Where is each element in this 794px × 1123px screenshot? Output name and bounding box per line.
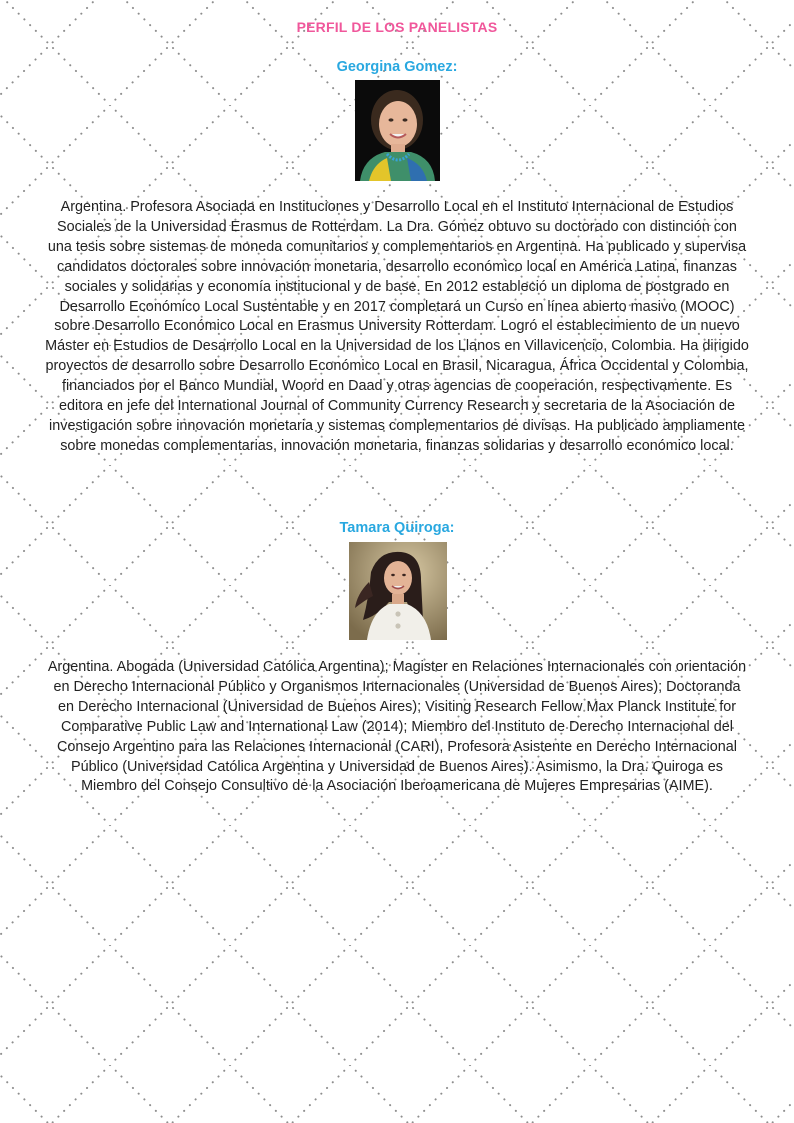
panelist-bio: Argentina. Profesora Asociada en Instituciones y Desarrollo Local en el Instituto Internacional de Estudios Sociales de la Universidad Erasmus de Rotterdam. La Dra. Gómez obtuvo su doctorado con distinción con una tesis sobre sistemas de moneda comunitarios y complementarios en Argentina. Ha publicado y supervisa candidatos doctorales sobre innovación monetaria, desarrollo económico local en América Latina, finanzas sociales y solidarias y economía institucional y de base. En 2012 estableció un diploma de postgrado en Desarrollo Económico Local Sustentable y en 2017 completará un Curso en línea abierto masivo (MOOC) sobre Desarrollo Económico Local en Erasmus University Rotterdam. Logró el establecimiento de un nuevo Máster en Estudios de Desarrollo Local en la Universidad de los Llanos en Villavicencio, Colombia. Ha dirigido proyectos de desarrollo sobre Desarrollo Económico Local en Brasil, Nicaragua, África Occidental y Colombia, financiados por el Banco Mundial, Woord en Daad y otras agencias de cooperación, respectivamente. Es editora en jefe del International Journal of Community Currency Research y secretaria de la Asociación de investigación sobre innovación monetaria y sistemas complementarios de divisas. Ha publicado ampliamente sobre monedas complementarias, innovación monetaria, finanzas solidarias y desarrollo económico local.	[45, 199, 749, 454]
panelist-photo	[349, 542, 447, 640]
panelist-bio: Argentina. Abogada (Universidad Católica Argentina); Magister en Relaciones Internacionales con orientación en Derecho Internacional Público y Organismos Internacionales (Universidad de Buenos Aires); Doctoranda en Derecho Internacional (Universidad de Buenos Aires); Visiting Research Fellow Max Planck Institute for Comparative Public Law and International Law (2014); Miembro del Instituto de Derecho Internacional del Consejo Argentino para las Relaciones Internacional (CARI), Profesora Asistente en Derecho Internacional Público (Universidad Católica Argentina y Universidad de Buenos Aires). Asimismo, la Dra. Quiroga es Miembro del Consejo Consultivo de la Asociación Iberoamericana de Mujeres Empresarias (AIME).	[47, 659, 747, 795]
panelist-name: Tamara Quiroga:	[339, 520, 455, 536]
page-title: PERFIL DE LOS PANELISTAS	[296, 19, 498, 35]
panelist-name: Georgina Gomez:	[336, 59, 458, 75]
panelist-photo	[355, 80, 440, 181]
